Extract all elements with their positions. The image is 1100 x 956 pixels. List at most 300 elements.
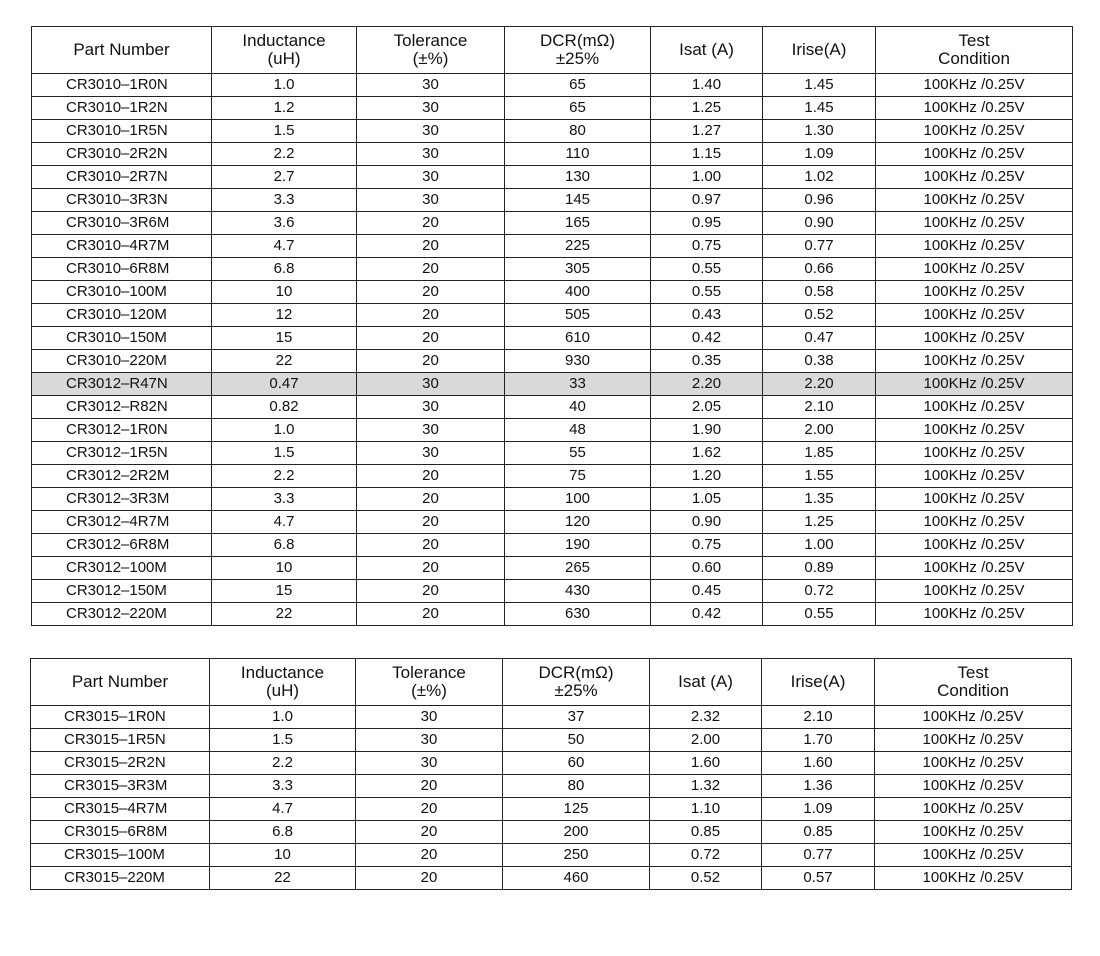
column-header-test-condition <box>876 27 1073 74</box>
cell-isat: 0.75 <box>651 534 763 557</box>
column-header-irise <box>763 27 876 74</box>
cell-part-number: CR3015–2R2N <box>31 752 210 775</box>
cell-dcr: 130 <box>505 166 651 189</box>
cell-part-number: CR3015–4R7M <box>31 798 210 821</box>
cell-dcr: 80 <box>503 775 650 798</box>
cell-part-number: CR3012–2R2M <box>32 465 212 488</box>
cell-irise: 0.77 <box>763 235 876 258</box>
cell-isat: 0.42 <box>651 603 763 626</box>
cell-test-condition: 100KHz /0.25V <box>875 798 1072 821</box>
header-row <box>31 659 1072 706</box>
table-row <box>32 557 1073 580</box>
cell-dcr: 610 <box>505 327 651 350</box>
cell-test-condition: 100KHz /0.25V <box>876 442 1073 465</box>
cell-part-number: CR3015–100M <box>31 844 210 867</box>
cell-irise: 0.55 <box>763 603 876 626</box>
cell-part-number: CR3012–100M <box>32 557 212 580</box>
table-row <box>32 442 1073 465</box>
cell-tolerance: 20 <box>357 235 505 258</box>
cell-test-condition: 100KHz /0.25V <box>876 327 1073 350</box>
cell-dcr: 65 <box>505 74 651 97</box>
cell-dcr: 250 <box>503 844 650 867</box>
cell-irise: 0.72 <box>763 580 876 603</box>
column-header-inductance <box>212 27 357 74</box>
cell-test-condition: 100KHz /0.25V <box>876 304 1073 327</box>
cell-tolerance: 20 <box>357 350 505 373</box>
cell-tolerance: 20 <box>356 775 503 798</box>
cell-dcr: 460 <box>503 867 650 890</box>
cell-dcr: 50 <box>503 729 650 752</box>
table-body <box>32 74 1073 626</box>
cell-irise: 1.35 <box>763 488 876 511</box>
cell-irise: 2.20 <box>763 373 876 396</box>
cell-tolerance: 30 <box>356 752 503 775</box>
cell-isat: 1.15 <box>651 143 763 166</box>
cell-inductance: 6.8 <box>212 534 357 557</box>
cell-dcr: 80 <box>505 120 651 143</box>
column-header-line: ±25% <box>555 49 600 68</box>
cell-irise: 0.96 <box>763 189 876 212</box>
cell-inductance: 2.2 <box>210 752 356 775</box>
column-header-isat <box>651 27 763 74</box>
cell-isat: 0.95 <box>651 212 763 235</box>
table-row <box>32 373 1073 396</box>
cell-part-number: CR3012–6R8M <box>32 534 212 557</box>
cell-isat: 1.60 <box>650 752 762 775</box>
column-header-line: (uH) <box>265 681 300 700</box>
cell-test-condition: 100KHz /0.25V <box>876 258 1073 281</box>
cell-inductance: 1.5 <box>212 120 357 143</box>
table-row <box>32 396 1073 419</box>
table-row <box>32 166 1073 189</box>
cell-dcr: 165 <box>505 212 651 235</box>
cell-inductance: 1.5 <box>212 442 357 465</box>
cell-test-condition: 100KHz /0.25V <box>876 120 1073 143</box>
cell-inductance: 2.7 <box>212 166 357 189</box>
cell-isat: 0.72 <box>650 844 762 867</box>
column-header-line: Inductance <box>240 663 325 682</box>
cell-irise: 1.36 <box>762 775 875 798</box>
cell-test-condition: 100KHz /0.25V <box>876 281 1073 304</box>
cell-dcr: 225 <box>505 235 651 258</box>
cell-tolerance: 20 <box>356 798 503 821</box>
cell-test-condition: 100KHz /0.25V <box>876 465 1073 488</box>
cell-inductance: 1.2 <box>212 97 357 120</box>
cell-dcr: 110 <box>505 143 651 166</box>
cell-irise: 0.89 <box>763 557 876 580</box>
cell-test-condition: 100KHz /0.25V <box>876 557 1073 580</box>
table-header <box>31 659 1072 706</box>
cell-isat: 1.32 <box>650 775 762 798</box>
cell-dcr: 48 <box>505 419 651 442</box>
cell-tolerance: 20 <box>356 821 503 844</box>
cell-irise: 0.66 <box>763 258 876 281</box>
cell-dcr: 305 <box>505 258 651 281</box>
cell-dcr: 265 <box>505 557 651 580</box>
table-row <box>32 603 1073 626</box>
cell-test-condition: 100KHz /0.25V <box>876 350 1073 373</box>
cell-test-condition: 100KHz /0.25V <box>876 97 1073 120</box>
table-row <box>32 189 1073 212</box>
column-header-line: ±25% <box>554 681 598 700</box>
cell-tolerance: 20 <box>357 304 505 327</box>
cell-dcr: 65 <box>505 97 651 120</box>
cell-inductance: 1.0 <box>212 74 357 97</box>
cell-part-number: CR3010–3R6M <box>32 212 212 235</box>
table-body <box>31 706 1072 890</box>
column-header-line: Tolerance <box>392 663 466 682</box>
column-header-isat <box>650 659 762 706</box>
cell-irise: 0.57 <box>762 867 875 890</box>
column-header-line: Inductance <box>242 31 326 50</box>
cell-tolerance: 30 <box>357 74 505 97</box>
column-header-line: (±%) <box>412 49 449 68</box>
cell-part-number: CR3010–150M <box>32 327 212 350</box>
cell-isat: 0.60 <box>651 557 763 580</box>
cell-inductance: 10 <box>212 557 357 580</box>
cell-isat: 2.20 <box>651 373 763 396</box>
cell-tolerance: 20 <box>357 580 505 603</box>
cell-dcr: 55 <box>505 442 651 465</box>
cell-irise: 1.00 <box>763 534 876 557</box>
cell-tolerance: 30 <box>357 373 505 396</box>
cell-inductance: 4.7 <box>212 511 357 534</box>
cell-inductance: 10 <box>210 844 356 867</box>
table-row <box>32 350 1073 373</box>
cell-tolerance: 30 <box>357 143 505 166</box>
cell-inductance: 22 <box>212 603 357 626</box>
cell-irise: 0.58 <box>763 281 876 304</box>
cell-tolerance: 20 <box>357 212 505 235</box>
cell-dcr: 100 <box>505 488 651 511</box>
cell-test-condition: 100KHz /0.25V <box>875 729 1072 752</box>
cell-isat: 1.27 <box>651 120 763 143</box>
cell-part-number: CR3015–6R8M <box>31 821 210 844</box>
cell-dcr: 505 <box>505 304 651 327</box>
column-header-dcr <box>505 27 651 74</box>
cell-inductance: 6.8 <box>212 258 357 281</box>
column-header-tolerance <box>356 659 503 706</box>
cell-irise: 1.09 <box>762 798 875 821</box>
cell-test-condition: 100KHz /0.25V <box>875 821 1072 844</box>
cell-test-condition: 100KHz /0.25V <box>876 212 1073 235</box>
cell-tolerance: 20 <box>357 534 505 557</box>
table-row <box>31 775 1072 798</box>
cell-dcr: 190 <box>505 534 651 557</box>
cell-isat: 0.42 <box>651 327 763 350</box>
cell-isat: 1.62 <box>651 442 763 465</box>
table-header <box>32 27 1073 74</box>
cell-isat: 1.10 <box>650 798 762 821</box>
column-header-line: Condition <box>938 49 1010 68</box>
cell-part-number: CR3010–4R7M <box>32 235 212 258</box>
cell-tolerance: 20 <box>357 327 505 350</box>
cell-tolerance: 30 <box>356 729 503 752</box>
cell-part-number: CR3012–R47N <box>32 373 212 396</box>
table-row <box>32 465 1073 488</box>
cell-isat: 1.05 <box>651 488 763 511</box>
column-header-line: Part Number <box>73 40 170 59</box>
cell-test-condition: 100KHz /0.25V <box>875 706 1072 729</box>
table-row <box>32 143 1073 166</box>
cell-test-condition: 100KHz /0.25V <box>876 396 1073 419</box>
table-row <box>32 212 1073 235</box>
cell-part-number: CR3010–3R3N <box>32 189 212 212</box>
table-row <box>32 120 1073 143</box>
cell-dcr: 75 <box>505 465 651 488</box>
cell-test-condition: 100KHz /0.25V <box>875 775 1072 798</box>
column-header-line: Part Number <box>71 672 169 691</box>
cell-test-condition: 100KHz /0.25V <box>875 867 1072 890</box>
cell-inductance: 3.3 <box>212 189 357 212</box>
cell-irise: 0.90 <box>763 212 876 235</box>
cell-isat: 0.35 <box>651 350 763 373</box>
cell-part-number: CR3012–3R3M <box>32 488 212 511</box>
cell-part-number: CR3012–220M <box>32 603 212 626</box>
cell-isat: 0.55 <box>651 281 763 304</box>
cell-part-number: CR3010–2R2N <box>32 143 212 166</box>
cell-isat: 1.90 <box>651 419 763 442</box>
cell-dcr: 930 <box>505 350 651 373</box>
cell-isat: 0.85 <box>650 821 762 844</box>
table-row <box>31 752 1072 775</box>
inductor-spec-table-2 <box>30 658 1072 890</box>
cell-dcr: 430 <box>505 580 651 603</box>
cell-inductance: 15 <box>212 580 357 603</box>
cell-inductance: 1.5 <box>210 729 356 752</box>
table-row <box>32 488 1073 511</box>
cell-isat: 0.75 <box>651 235 763 258</box>
table-row <box>32 580 1073 603</box>
cell-tolerance: 30 <box>357 97 505 120</box>
cell-dcr: 145 <box>505 189 651 212</box>
cell-dcr: 60 <box>503 752 650 775</box>
cell-dcr: 33 <box>505 373 651 396</box>
cell-tolerance: 30 <box>357 419 505 442</box>
column-header-line: Test <box>958 31 990 50</box>
column-header-line: Isat (A) <box>679 40 734 59</box>
cell-tolerance: 20 <box>357 488 505 511</box>
cell-dcr: 200 <box>503 821 650 844</box>
inductor-spec-table-1 <box>31 26 1073 626</box>
column-header-line: (uH) <box>267 49 301 68</box>
cell-irise: 1.70 <box>762 729 875 752</box>
cell-isat: 0.55 <box>651 258 763 281</box>
cell-tolerance: 30 <box>357 189 505 212</box>
column-header-inductance <box>210 659 356 706</box>
cell-dcr: 125 <box>503 798 650 821</box>
cell-isat: 0.45 <box>651 580 763 603</box>
cell-isat: 0.52 <box>650 867 762 890</box>
cell-dcr: 40 <box>505 396 651 419</box>
cell-inductance: 15 <box>212 327 357 350</box>
cell-isat: 1.40 <box>651 74 763 97</box>
table-row <box>32 511 1073 534</box>
cell-dcr: 630 <box>505 603 651 626</box>
cell-isat: 0.97 <box>651 189 763 212</box>
table-row <box>31 706 1072 729</box>
cell-irise: 2.00 <box>763 419 876 442</box>
table-row <box>31 798 1072 821</box>
cell-tolerance: 20 <box>356 844 503 867</box>
cell-inductance: 1.0 <box>212 419 357 442</box>
cell-part-number: CR3015–3R3M <box>31 775 210 798</box>
column-header-line: DCR(mΩ) <box>538 663 614 682</box>
cell-test-condition: 100KHz /0.25V <box>876 189 1073 212</box>
column-header-line: (±%) <box>411 681 447 700</box>
column-header-part-number <box>32 27 212 74</box>
column-header-test-condition <box>875 659 1072 706</box>
cell-dcr: 37 <box>503 706 650 729</box>
cell-inductance: 12 <box>212 304 357 327</box>
cell-inductance: 3.3 <box>212 488 357 511</box>
cell-irise: 0.77 <box>762 844 875 867</box>
cell-tolerance: 20 <box>357 465 505 488</box>
cell-test-condition: 100KHz /0.25V <box>876 235 1073 258</box>
cell-tolerance: 20 <box>357 603 505 626</box>
cell-irise: 2.10 <box>762 706 875 729</box>
cell-part-number: CR3010–1R0N <box>32 74 212 97</box>
cell-irise: 0.38 <box>763 350 876 373</box>
cell-inductance: 0.82 <box>212 396 357 419</box>
cell-inductance: 4.7 <box>210 798 356 821</box>
cell-inductance: 0.47 <box>212 373 357 396</box>
header-row <box>32 27 1073 74</box>
cell-test-condition: 100KHz /0.25V <box>876 373 1073 396</box>
cell-isat: 1.20 <box>651 465 763 488</box>
cell-inductance: 22 <box>210 867 356 890</box>
cell-tolerance: 30 <box>356 706 503 729</box>
cell-isat: 2.05 <box>651 396 763 419</box>
table-row <box>31 867 1072 890</box>
cell-inductance: 3.6 <box>212 212 357 235</box>
table-row <box>32 97 1073 120</box>
cell-inductance: 3.3 <box>210 775 356 798</box>
table-row <box>32 419 1073 442</box>
cell-test-condition: 100KHz /0.25V <box>876 534 1073 557</box>
cell-test-condition: 100KHz /0.25V <box>876 166 1073 189</box>
cell-test-condition: 100KHz /0.25V <box>875 752 1072 775</box>
cell-test-condition: 100KHz /0.25V <box>876 580 1073 603</box>
table-row <box>32 304 1073 327</box>
column-header-line: Irise(A) <box>791 40 847 59</box>
cell-part-number: CR3010–1R2N <box>32 97 212 120</box>
cell-irise: 1.09 <box>763 143 876 166</box>
cell-irise: 0.47 <box>763 327 876 350</box>
cell-inductance: 22 <box>212 350 357 373</box>
cell-part-number: CR3010–1R5N <box>32 120 212 143</box>
cell-inductance: 2.2 <box>212 143 357 166</box>
cell-irise: 1.60 <box>762 752 875 775</box>
cell-inductance: 1.0 <box>210 706 356 729</box>
cell-tolerance: 30 <box>357 166 505 189</box>
cell-tolerance: 30 <box>357 396 505 419</box>
cell-irise: 1.45 <box>763 74 876 97</box>
cell-part-number: CR3012–R82N <box>32 396 212 419</box>
table-row <box>32 281 1073 304</box>
column-header-dcr <box>503 659 650 706</box>
cell-part-number: CR3010–220M <box>32 350 212 373</box>
cell-part-number: CR3010–100M <box>32 281 212 304</box>
cell-part-number: CR3012–4R7M <box>32 511 212 534</box>
column-header-line: Condition <box>937 681 1009 700</box>
cell-part-number: CR3010–2R7N <box>32 166 212 189</box>
cell-isat: 2.00 <box>650 729 762 752</box>
cell-tolerance: 20 <box>357 281 505 304</box>
cell-irise: 1.30 <box>763 120 876 143</box>
cell-irise: 0.85 <box>762 821 875 844</box>
cell-test-condition: 100KHz /0.25V <box>876 511 1073 534</box>
column-header-part-number <box>31 659 210 706</box>
cell-test-condition: 100KHz /0.25V <box>876 488 1073 511</box>
cell-tolerance: 20 <box>356 867 503 890</box>
column-header-line: Isat (A) <box>678 672 733 691</box>
cell-isat: 2.32 <box>650 706 762 729</box>
cell-tolerance: 20 <box>357 258 505 281</box>
cell-test-condition: 100KHz /0.25V <box>876 603 1073 626</box>
cell-irise: 0.52 <box>763 304 876 327</box>
cell-test-condition: 100KHz /0.25V <box>875 844 1072 867</box>
cell-part-number: CR3015–1R0N <box>31 706 210 729</box>
table-row <box>32 74 1073 97</box>
cell-test-condition: 100KHz /0.25V <box>876 419 1073 442</box>
cell-inductance: 2.2 <box>212 465 357 488</box>
cell-irise: 1.02 <box>763 166 876 189</box>
cell-isat: 0.43 <box>651 304 763 327</box>
table-row <box>32 235 1073 258</box>
cell-tolerance: 20 <box>357 511 505 534</box>
cell-part-number: CR3010–6R8M <box>32 258 212 281</box>
cell-isat: 1.00 <box>651 166 763 189</box>
cell-part-number: CR3012–1R0N <box>32 419 212 442</box>
cell-part-number: CR3015–1R5N <box>31 729 210 752</box>
cell-tolerance: 20 <box>357 557 505 580</box>
cell-isat: 1.25 <box>651 97 763 120</box>
cell-irise: 1.25 <box>763 511 876 534</box>
cell-test-condition: 100KHz /0.25V <box>876 74 1073 97</box>
column-header-line: DCR(mΩ) <box>539 31 616 50</box>
cell-inductance: 10 <box>212 281 357 304</box>
cell-part-number: CR3015–220M <box>31 867 210 890</box>
table-row <box>31 844 1072 867</box>
column-header-irise <box>762 659 875 706</box>
cell-isat: 0.90 <box>651 511 763 534</box>
cell-tolerance: 30 <box>357 120 505 143</box>
table-row <box>31 729 1072 752</box>
cell-irise: 1.55 <box>763 465 876 488</box>
cell-irise: 2.10 <box>763 396 876 419</box>
table-row <box>32 327 1073 350</box>
cell-inductance: 6.8 <box>210 821 356 844</box>
table-row <box>31 821 1072 844</box>
cell-irise: 1.85 <box>763 442 876 465</box>
column-header-line: Tolerance <box>393 31 468 50</box>
cell-tolerance: 30 <box>357 442 505 465</box>
cell-test-condition: 100KHz /0.25V <box>876 143 1073 166</box>
cell-part-number: CR3012–150M <box>32 580 212 603</box>
table-row <box>32 534 1073 557</box>
column-header-tolerance <box>357 27 505 74</box>
column-header-line: Irise(A) <box>790 672 846 691</box>
cell-inductance: 4.7 <box>212 235 357 258</box>
cell-dcr: 400 <box>505 281 651 304</box>
table-row <box>32 258 1073 281</box>
cell-part-number: CR3010–120M <box>32 304 212 327</box>
cell-dcr: 120 <box>505 511 651 534</box>
cell-part-number: CR3012–1R5N <box>32 442 212 465</box>
cell-irise: 1.45 <box>763 97 876 120</box>
column-header-line: Test <box>957 663 989 682</box>
